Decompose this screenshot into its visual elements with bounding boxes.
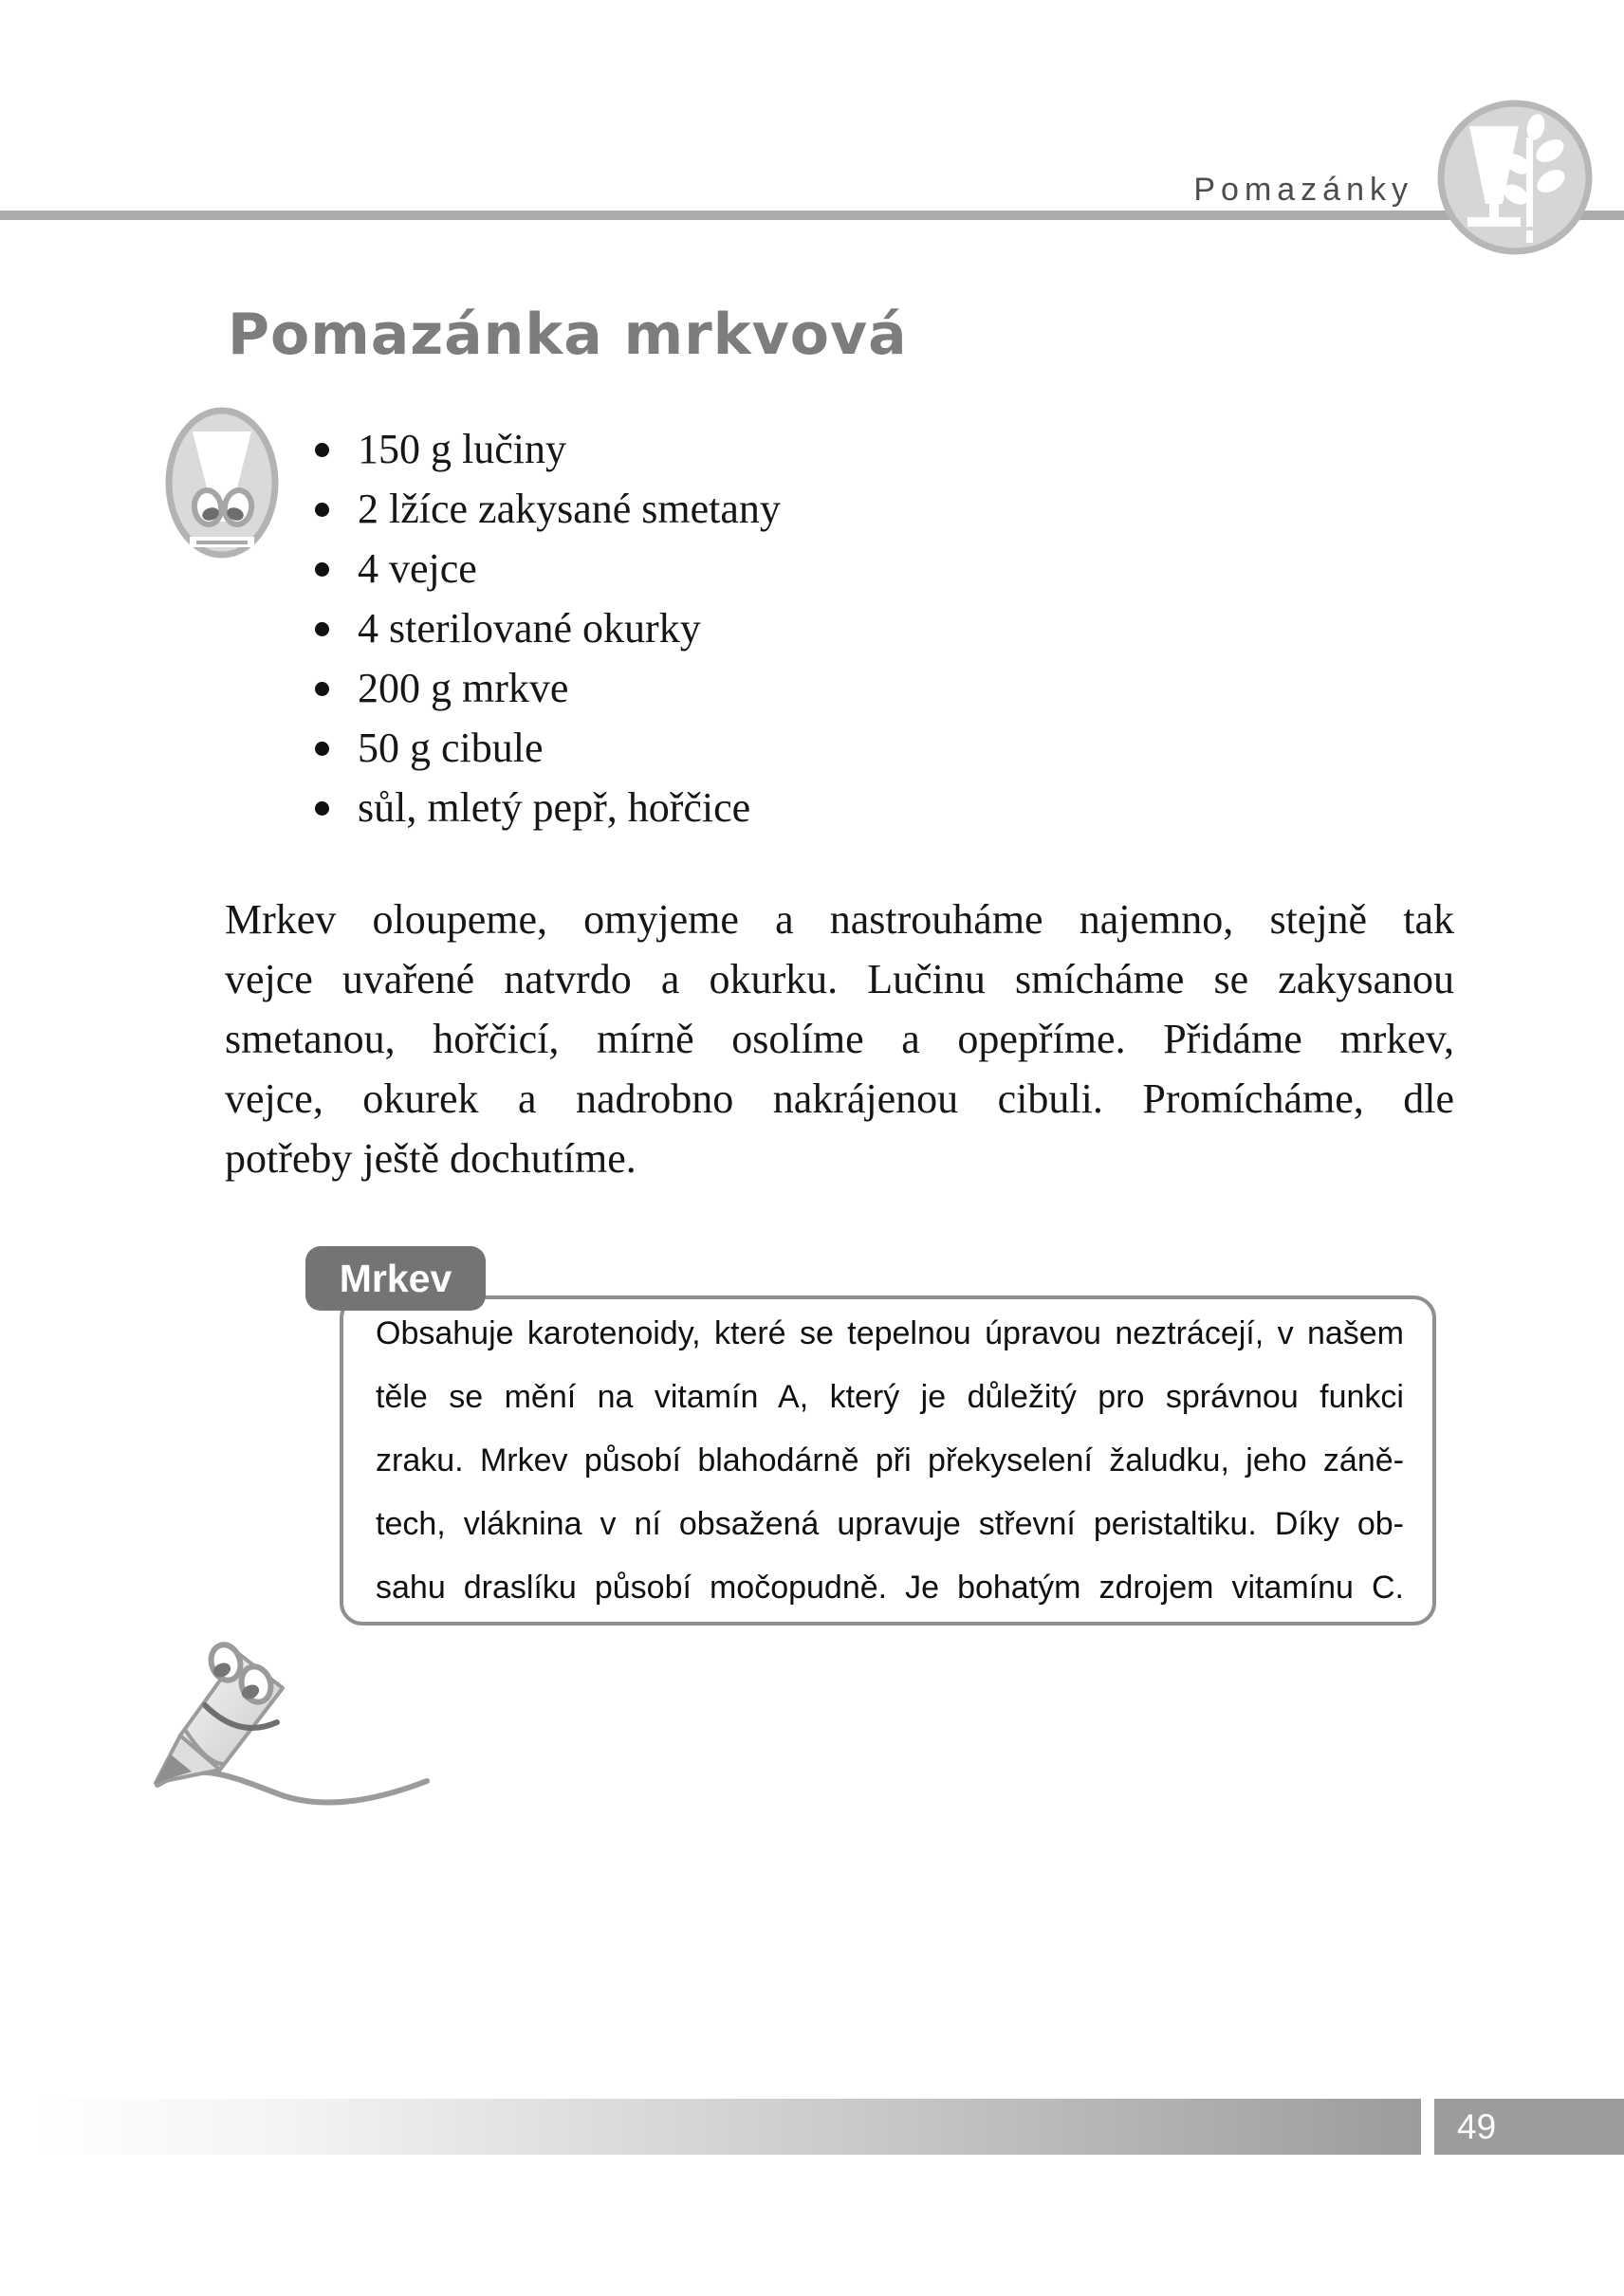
- bullet-icon: [315, 801, 329, 816]
- ingredient-item: [313, 479, 781, 539]
- info-box-line: Obsahuje karotenoidy, které se tepelnou úpravou neztrácejí, v našem: [376, 1315, 1404, 1351]
- info-box: [340, 1295, 1436, 1626]
- page-number-box: [1434, 2099, 1624, 2155]
- ingredient-text: sůl, mletý pepř, hořčice: [358, 784, 751, 831]
- bullet-icon: [315, 503, 329, 517]
- instructions-line: smetanou, hořčicí, mírně osolíme a opepříme. Přidáme mrkev,: [225, 1016, 1454, 1062]
- info-box-line: zraku. Mrkev působí blahodárně při překyselení žaludku, jeho záně-: [376, 1442, 1404, 1479]
- instructions-line: vejce uvařené natvrdo a okurku. Lučinu smícháme se zakysanou: [225, 956, 1454, 1002]
- bullet-icon: [315, 682, 329, 696]
- footer-rule: [31, 2099, 1421, 2155]
- ingredient-item: [313, 778, 781, 837]
- ingredient-text: 4 vejce: [358, 545, 477, 592]
- bullet-icon: [315, 443, 329, 457]
- ingredient-item: [313, 539, 781, 598]
- ingredient-text: 50 g cibule: [358, 725, 544, 771]
- page-number: 49: [1457, 2107, 1497, 2146]
- bullet-icon: [315, 562, 329, 577]
- info-box-line: těle se mění na vitamín A, který je důležitý pro správnou funkci: [376, 1379, 1404, 1415]
- ingredient-item: [313, 598, 781, 658]
- info-box-line: tech, vláknina v ní obsažená upravuje střevní peristaltiku. Díky ob-: [376, 1506, 1404, 1542]
- instructions-line: vejce, okurek a nadrobno nakrájenou cibuli. Promícháme, dle: [225, 1075, 1454, 1122]
- ingredient-item: [313, 718, 781, 778]
- info-box-line: sahu draslíku působí močopudně. Je bohatým zdrojem vitamínu C.: [376, 1570, 1404, 1606]
- bullet-icon: [315, 742, 329, 756]
- ingredient-text: 2 lžíce zakysané smetany: [358, 486, 781, 532]
- ingredient-text: 200 g mrkve: [358, 665, 569, 711]
- instructions-line: Mrkev oloupeme, omyjeme a nastrouháme najemno, stejně tak: [225, 896, 1454, 943]
- pencil-character-icon: [142, 1629, 446, 1819]
- glass-character-icon: [163, 406, 281, 560]
- header-rule: [0, 211, 1624, 220]
- bullet-icon: [315, 622, 329, 636]
- ingredient-item: [313, 658, 781, 718]
- ingredient-item: [313, 419, 781, 479]
- ingredient-list: [313, 419, 781, 837]
- ingredient-text: 4 sterilované okurky: [358, 605, 701, 652]
- instructions-paragraph: [225, 890, 1454, 1188]
- goblet-wheat-icon: [1435, 98, 1595, 257]
- section-label: Pomazánky: [1193, 172, 1413, 208]
- info-tag: Mrkev: [305, 1246, 486, 1311]
- instructions-line: potřeby ještě dochutíme.: [225, 1135, 637, 1182]
- page-title: Pomazánka mrkvová: [228, 302, 908, 368]
- ingredient-text: 150 g lučiny: [358, 426, 566, 472]
